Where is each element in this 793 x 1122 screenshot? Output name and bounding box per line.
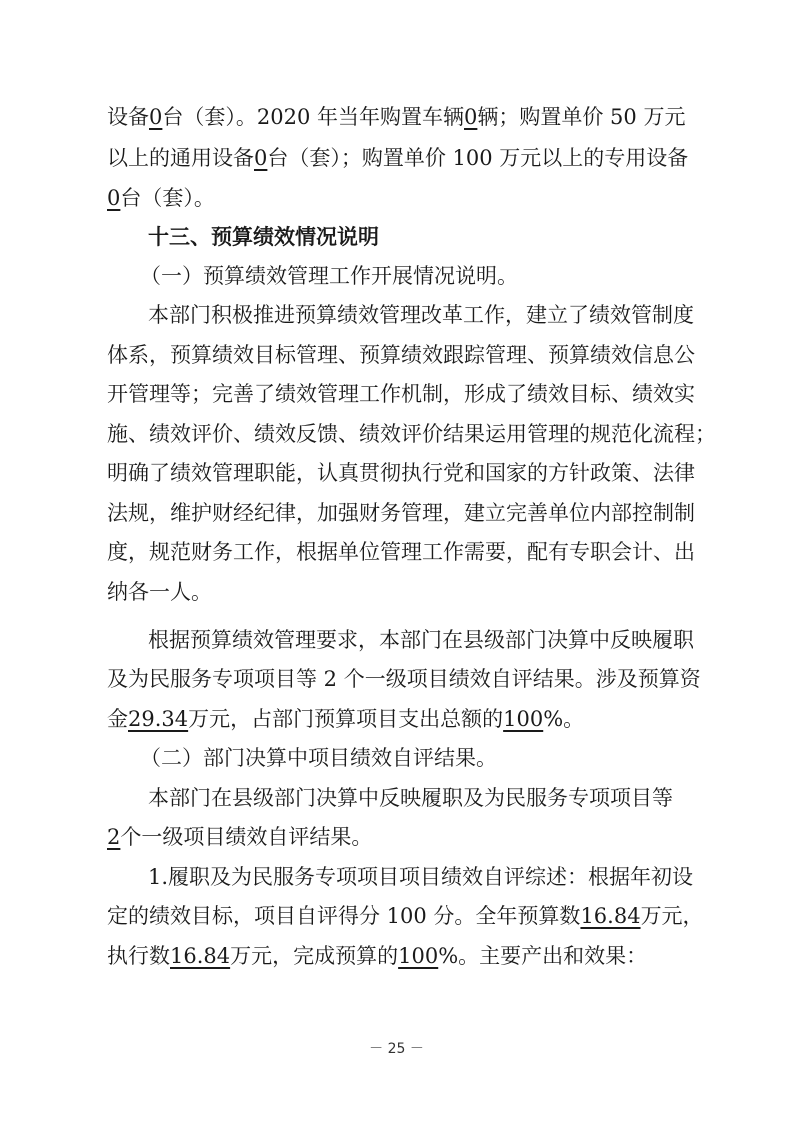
text-segment: 执行数 — [107, 944, 170, 968]
underlined-value: 100 — [503, 707, 544, 731]
paragraph-line: 法规，维护财经纪律，加强财务管理，建立完善单位内部控制制 — [107, 501, 695, 525]
paragraph-line — [107, 936, 707, 976]
text-segment: %。 — [543, 707, 585, 731]
text-segment: 万元，完成预算的 — [230, 944, 399, 968]
subsection-heading: （二）部门决算中项目绩效自评结果。 — [140, 746, 497, 770]
subsection-heading: （一）预算绩效管理工作开展情况说明。 — [140, 264, 518, 288]
text-segment: 设备 — [107, 105, 149, 129]
underlined-value: 0 — [254, 146, 268, 170]
underlined-value: 29.34 — [128, 707, 189, 731]
text-line-1 — [107, 97, 707, 137]
underlined-value: 16.84 — [580, 904, 641, 928]
text-line-2 — [107, 138, 707, 178]
text-segment: 辆；购置单价 50 万元 — [477, 105, 686, 129]
underlined-value: 0 — [149, 105, 163, 129]
paragraph-line: 根据预算绩效管理要求，本部门在县级部门决算中反映履职 — [148, 628, 694, 652]
text-segment: 万元， — [640, 904, 704, 928]
paragraph-line — [107, 896, 707, 936]
paragraph-line — [107, 817, 707, 857]
paragraph-line — [148, 778, 708, 818]
paragraph-line: 纳各一人。 — [107, 580, 212, 604]
underlined-value: 100 — [398, 944, 439, 968]
paragraph-line: 本部门积极推进预算绩效管理改革工作，建立了绩效管制度 — [148, 303, 694, 327]
underlined-value: 16.84 — [170, 944, 231, 968]
text-segment: 以上的通用设备 — [107, 146, 254, 170]
paragraph-line — [107, 699, 707, 739]
paragraph-line: 1.履职及为民服务专项项目项目绩效自评综述：根据年初设 — [148, 865, 694, 889]
text-segment: 金 — [107, 707, 128, 731]
text-segment: %。主要产出和效果： — [438, 944, 648, 968]
paragraph-line: 开管理等；完善了绩效管理工作机制，形成了绩效目标、绩效实 — [107, 382, 695, 406]
underlined-value: 0 — [107, 186, 121, 210]
text-segment: 定的绩效目标，项目自评得分 100 分。全年预算数 — [107, 904, 581, 928]
text-segment: 台（套）；购置单价 100 万元以上的专用设备 — [267, 146, 689, 170]
section-heading: 十三、预算绩效情况说明 — [148, 225, 379, 249]
text-segment: 万元，占部门预算项目支出总额的 — [188, 707, 504, 731]
paragraph-line: 及为民服务专项项目等 2 个一级项目绩效自评结果。涉及预算资 — [107, 667, 701, 691]
text-line-3 — [107, 178, 707, 218]
paragraph-line: 施、绩效评价、绩效反馈、绩效评价结果运用管理的规范化流程； — [107, 422, 716, 446]
underlined-value: 2 — [107, 825, 121, 849]
paragraph-line: 明确了绩效管理职能，认真贯彻执行党和国家的方针政策、法律 — [107, 461, 695, 485]
page-number: － 25 － — [369, 1041, 424, 1057]
text-segment: 台（套）。2020 年当年购置车辆 — [162, 105, 464, 129]
paragraph-line: 体系，预算绩效目标管理、预算绩效跟踪管理、预算绩效信息公 — [107, 343, 695, 367]
text-segment: 本部门在县级部门决算中反映履职及为民服务专项项目等 — [148, 786, 673, 810]
paragraph-line: 度，规范财务工作，根据单位管理工作需要，配有专职会计、出 — [107, 540, 695, 564]
underlined-value: 0 — [464, 105, 478, 129]
text-segment: 台（套）。 — [120, 186, 215, 210]
text-segment: 个一级项目绩效自评结果。 — [120, 825, 373, 849]
